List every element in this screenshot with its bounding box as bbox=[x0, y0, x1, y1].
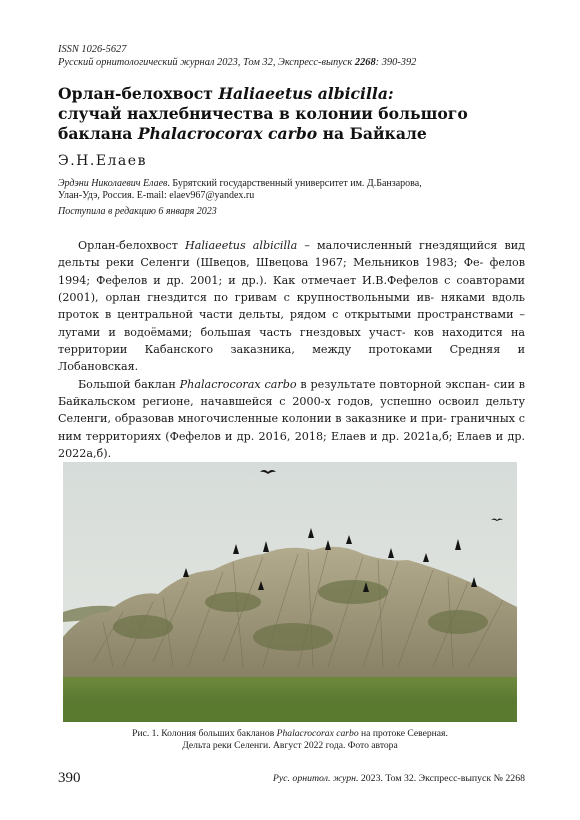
article-body bbox=[58, 237, 525, 462]
footer-journal-info bbox=[273, 773, 525, 784]
page-number: 390 bbox=[58, 770, 81, 786]
title-line-2: случай нахлебничества в колонии большого bbox=[58, 104, 468, 123]
author-full-name: Эрдэни Николаевич Елаев bbox=[58, 178, 168, 189]
journal-issue-info: 2023. Том 32. Экспресс-выпуск № 2268 bbox=[358, 773, 525, 784]
journal-header bbox=[58, 44, 528, 69]
figure-photo-cormorant-colony bbox=[63, 462, 517, 722]
issue-number: 2268 bbox=[354, 56, 376, 68]
page-range: : 390-392 bbox=[375, 56, 417, 68]
latin-name: Phalacrocorax carbo bbox=[276, 728, 359, 739]
author-name: Э.Н.Елаев bbox=[58, 153, 147, 169]
grass-front bbox=[63, 702, 517, 722]
affiliation-line-2: Улан-Удэ, Россия. E-mail: elaev967@yandex.ru bbox=[58, 190, 255, 202]
paragraph-2: Большой баклан Phalacrocorax carbo в результате повторной экспан- сии в Байкальском регионе, начавшейся с 2000-х годов, успешно освоил дельту Селенги, образовав многочисленные колонии в заказнике и при- граничных с ним территориях (Фефелов и др. 2016, 2018; Елаев и др. 2021а,б; Елаев и др. 2022а,б). bbox=[58, 377, 526, 461]
title-text: Орлан-белохвост bbox=[58, 84, 219, 103]
figure-caption bbox=[63, 728, 517, 752]
title-text: баклана bbox=[58, 124, 138, 143]
title-line-1 bbox=[58, 84, 528, 104]
caption-line-1: Рис. 1. Колония больших бакланов Phalacrocorax carbo на протоке Северная. bbox=[132, 728, 448, 739]
affiliation-line-1 bbox=[58, 178, 528, 190]
latin-name: Haliaeetus albicilla bbox=[185, 239, 298, 252]
title-latin-eagle: Haliaeetus albicilla: bbox=[218, 84, 394, 103]
author-affiliation bbox=[58, 178, 528, 203]
article-title bbox=[58, 84, 528, 144]
received-date: Поступила в редакцию 6 января 2023 bbox=[58, 206, 217, 217]
title-text: на Байкале bbox=[317, 124, 427, 143]
colony-photo bbox=[63, 462, 517, 722]
title-latin-cormorant: Phalacrocorax carbo bbox=[137, 124, 318, 143]
journal-name: Русский орнитологический журнал 2023, Том 32, Экспресс-выпуск bbox=[58, 56, 355, 68]
journal-citation-line bbox=[58, 57, 528, 70]
paragraph-1: Орлан-белохвост Haliaeetus albicilla – малочисленный гнездящийся вид дельты реки Селенги (Швецов, Швецова 1967; Мельников 1983; Фе- фелов 1994; Фефелов и др. 2001; и др.). Как отмечает И.В.Фефелов с соавторами (2001), орлан гнездится по гривам с крупноствольными ив- няками вдоль проток в центральной части дельты, рядом с открытыми пространствами – лугами и водоёмами; большая часть гнездовых участ- ков находится на территории Кабанского заказника, между протоками Средняя и Лобановская. bbox=[58, 239, 526, 374]
caption-line-2: Дельта реки Селенги. Август 2022 года. Фото автора bbox=[182, 740, 398, 751]
title-line-3 bbox=[58, 124, 528, 144]
issn-line: ISSN 1026-5627 bbox=[58, 44, 127, 55]
latin-name: Phalacrocorax carbo bbox=[179, 377, 297, 391]
affiliation-institution: . Бурятский государственный университет им. Д.Банзарова, bbox=[167, 178, 422, 189]
journal-abbreviation: Рус. орнитол. журн. bbox=[272, 773, 359, 784]
